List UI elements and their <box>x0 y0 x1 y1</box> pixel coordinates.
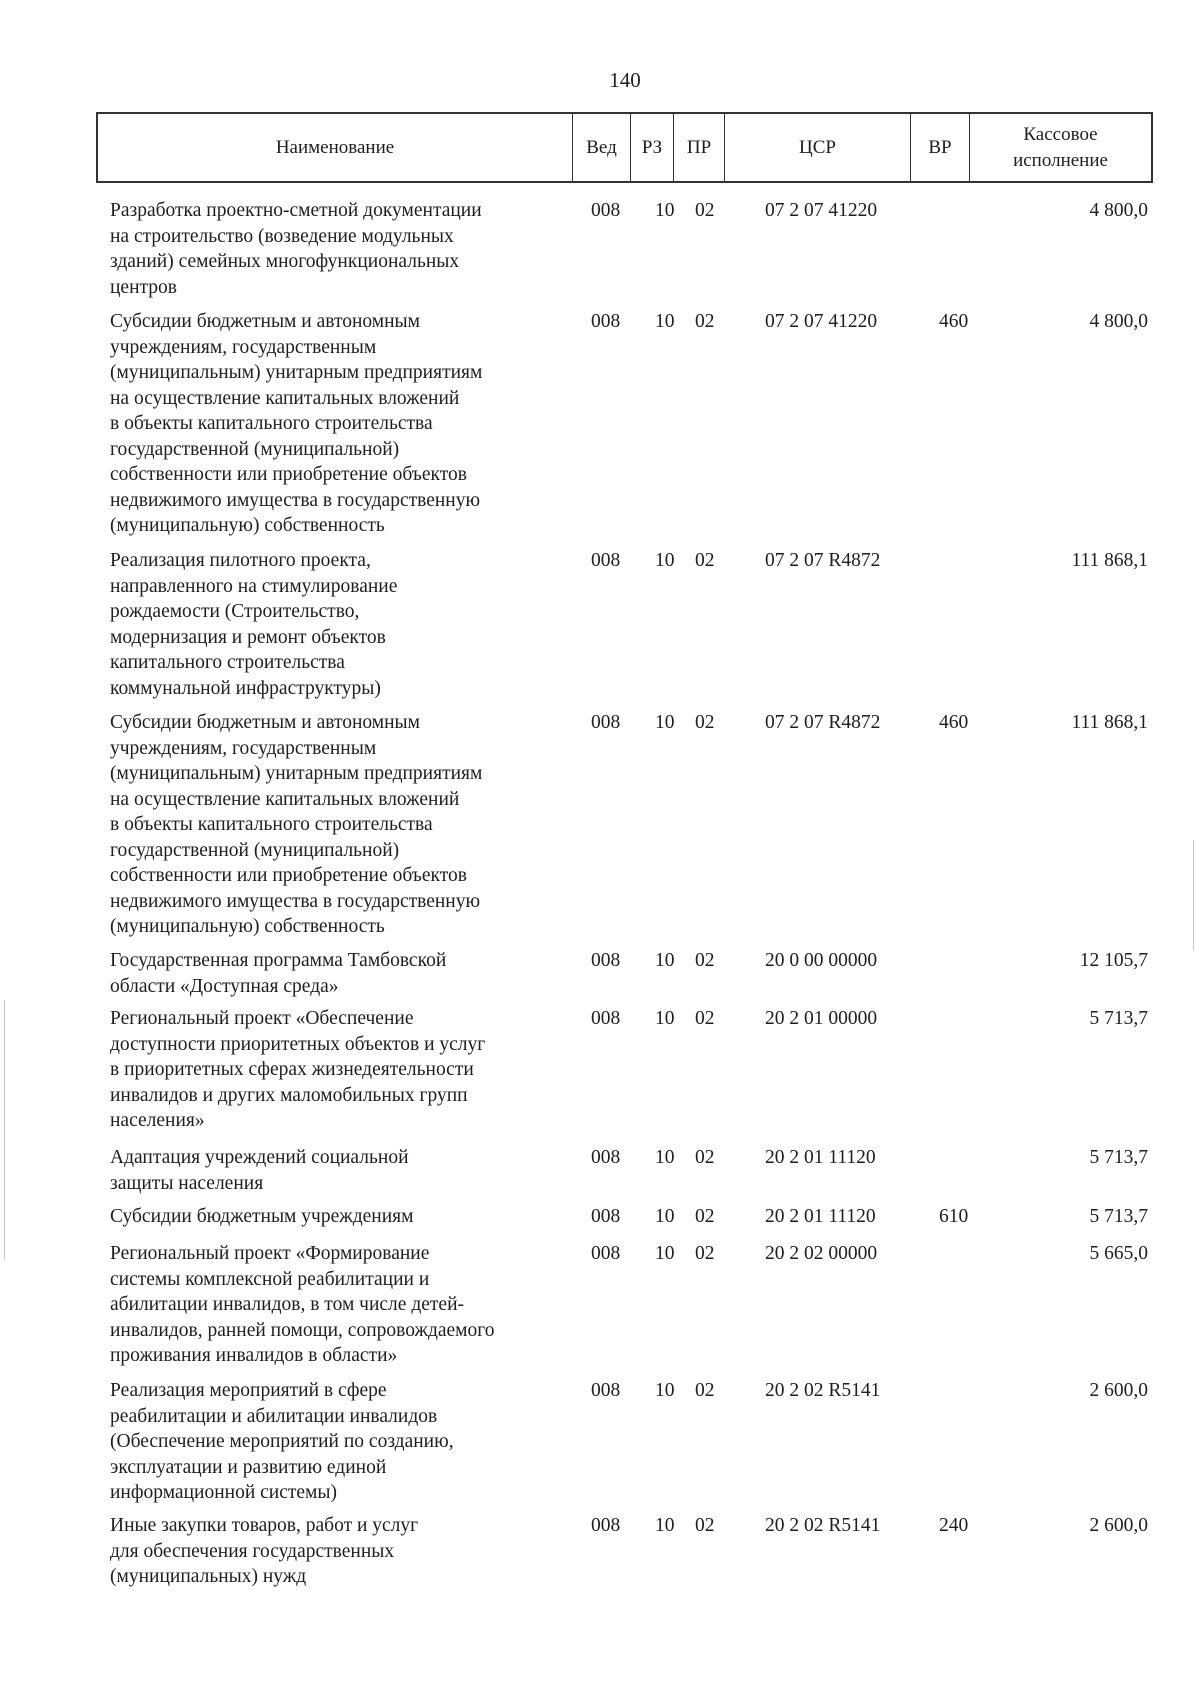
row-name: Реализация мероприятий в сфере реабилитации и абилитации инвалидов (Обеспечение мероприятий по созданию, эксплуатации и развитию единой информационной системы) <box>110 1380 454 1503</box>
row-ved: 008 <box>591 1243 621 1264</box>
row-amount: 2 600,0 <box>1089 1380 1148 1401</box>
row-name: Субсидии бюджетным и автономным учреждениям, государственным (муниципальным) унитарным предприятиям на осуществление капитальных вложений в объекты капитального строительства государственной (муниципальной) собственности или приобретение объектов недвижимого имущества в государственную (муниципальную) собственность <box>110 712 483 937</box>
row-name: Реализация пилотного проекта, направленного на стимулирование рождаемости (Строительство, модернизация и ремонт объектов капитального строительства коммунальной инфраструктуры) <box>110 550 398 699</box>
row-rz: 10 <box>655 1380 675 1401</box>
row-ved: 008 <box>591 950 621 971</box>
row-rz: 10 <box>655 200 675 221</box>
row-pr: 02 <box>695 712 715 733</box>
row-name: Региональный проект «Формирование системы комплексной реабилитации и абилитации инвалидов, в том числе детей- инвалидов, ранней помощи, сопровождаемого проживания инвалидов в области» <box>110 1243 495 1366</box>
row-name: Субсидии бюджетным учреждениям <box>110 1206 414 1227</box>
row-rz: 10 <box>655 1147 675 1168</box>
header-name: Наименование <box>275 136 395 158</box>
row-csr: 20 2 02 00000 <box>765 1243 878 1264</box>
row-csr: 20 2 01 11120 <box>765 1147 876 1168</box>
row-name: Иные закупки товаров, работ и услуг для обеспечения государственных (муниципальных) нужд <box>110 1515 419 1587</box>
row-name: Субсидии бюджетным и автономным учреждениям, государственным (муниципальным) унитарным предприятиям на осуществление капитальных вложений в объекты капитального строительства государственной (муниципальной) собственности или приобретение объектов недвижимого имущества в государственную (муниципальную) собственность <box>110 311 483 536</box>
page-number: 140 <box>609 68 641 92</box>
row-pr: 02 <box>695 1243 715 1264</box>
row-amount: 4 800,0 <box>1089 200 1148 221</box>
row-csr: 07 2 07 R4872 <box>765 550 881 571</box>
row-amount: 12 105,7 <box>1079 950 1148 971</box>
row-vr: 610 <box>939 1206 969 1227</box>
row-csr: 20 2 01 00000 <box>765 1008 878 1029</box>
row-pr: 02 <box>695 200 715 221</box>
row-rz: 10 <box>655 1206 675 1227</box>
row-rz: 10 <box>655 550 675 571</box>
row-csr: 07 2 07 R4872 <box>765 712 881 733</box>
header-amount: Кассовое исполнение <box>969 114 1151 181</box>
row-ved: 008 <box>591 1147 621 1168</box>
row-ved: 008 <box>591 550 621 571</box>
header-pr: ПР <box>673 114 724 181</box>
row-csr: 20 0 00 00000 <box>765 950 878 971</box>
row-amount: 4 800,0 <box>1089 311 1148 332</box>
row-ved: 008 <box>591 200 621 221</box>
row-ved: 008 <box>591 1206 621 1227</box>
row-ved: 008 <box>591 712 621 733</box>
row-csr: 20 2 01 11120 <box>765 1206 876 1227</box>
header-vr: ВР <box>910 114 969 181</box>
row-pr: 02 <box>695 1206 715 1227</box>
header-csr: ЦСР <box>724 114 910 181</box>
row-amount: 5 713,7 <box>1089 1147 1148 1168</box>
row-amount: 5 713,7 <box>1089 1008 1148 1029</box>
row-csr: 07 2 07 41220 <box>765 200 878 221</box>
row-ved: 008 <box>591 1515 621 1536</box>
row-pr: 02 <box>695 950 715 971</box>
row-ved: 008 <box>591 311 621 332</box>
row-amount: 2 600,0 <box>1089 1515 1148 1536</box>
header-rz: РЗ <box>630 114 673 181</box>
row-name: Разработка проектно-сметной документации на строительство (возведение модульных зданий) семейных многофункциональных центров <box>110 200 482 298</box>
row-rz: 10 <box>655 311 675 332</box>
row-rz: 10 <box>655 1243 675 1264</box>
header-ved: Вед <box>572 114 630 181</box>
row-amount: 5 665,0 <box>1089 1243 1148 1264</box>
row-csr: 20 2 02 R5141 <box>765 1380 881 1401</box>
row-pr: 02 <box>695 1147 715 1168</box>
row-rz: 10 <box>655 1515 675 1536</box>
row-amount: 5 713,7 <box>1089 1206 1148 1227</box>
row-name: Адаптация учреждений социальной защиты населения <box>110 1147 409 1194</box>
row-pr: 02 <box>695 311 715 332</box>
row-pr: 02 <box>695 1380 715 1401</box>
row-rz: 10 <box>655 1008 675 1029</box>
scan-edge-mark <box>1193 840 1194 950</box>
row-csr: 20 2 02 R5141 <box>765 1515 881 1536</box>
row-amount: 111 868,1 <box>1071 550 1148 571</box>
row-pr: 02 <box>695 1008 715 1029</box>
row-ved: 008 <box>591 1008 621 1029</box>
row-csr: 07 2 07 41220 <box>765 311 878 332</box>
row-rz: 10 <box>655 712 675 733</box>
scan-edge-mark <box>4 1000 5 1260</box>
row-vr: 240 <box>939 1515 969 1536</box>
row-name: Государственная программа Тамбовской области «Доступная среда» <box>110 950 447 997</box>
row-ved: 008 <box>591 1380 621 1401</box>
row-pr: 02 <box>695 1515 715 1536</box>
row-name: Региональный проект «Обеспечение доступности приоритетных объектов и услуг в приоритетных сферах жизнедеятельности инвалидов и других маломобильных групп населения» <box>110 1008 486 1131</box>
row-rz: 10 <box>655 950 675 971</box>
table-header <box>96 112 1153 183</box>
row-pr: 02 <box>695 550 715 571</box>
row-vr: 460 <box>939 712 969 733</box>
row-vr: 460 <box>939 311 969 332</box>
row-amount: 111 868,1 <box>1071 712 1148 733</box>
